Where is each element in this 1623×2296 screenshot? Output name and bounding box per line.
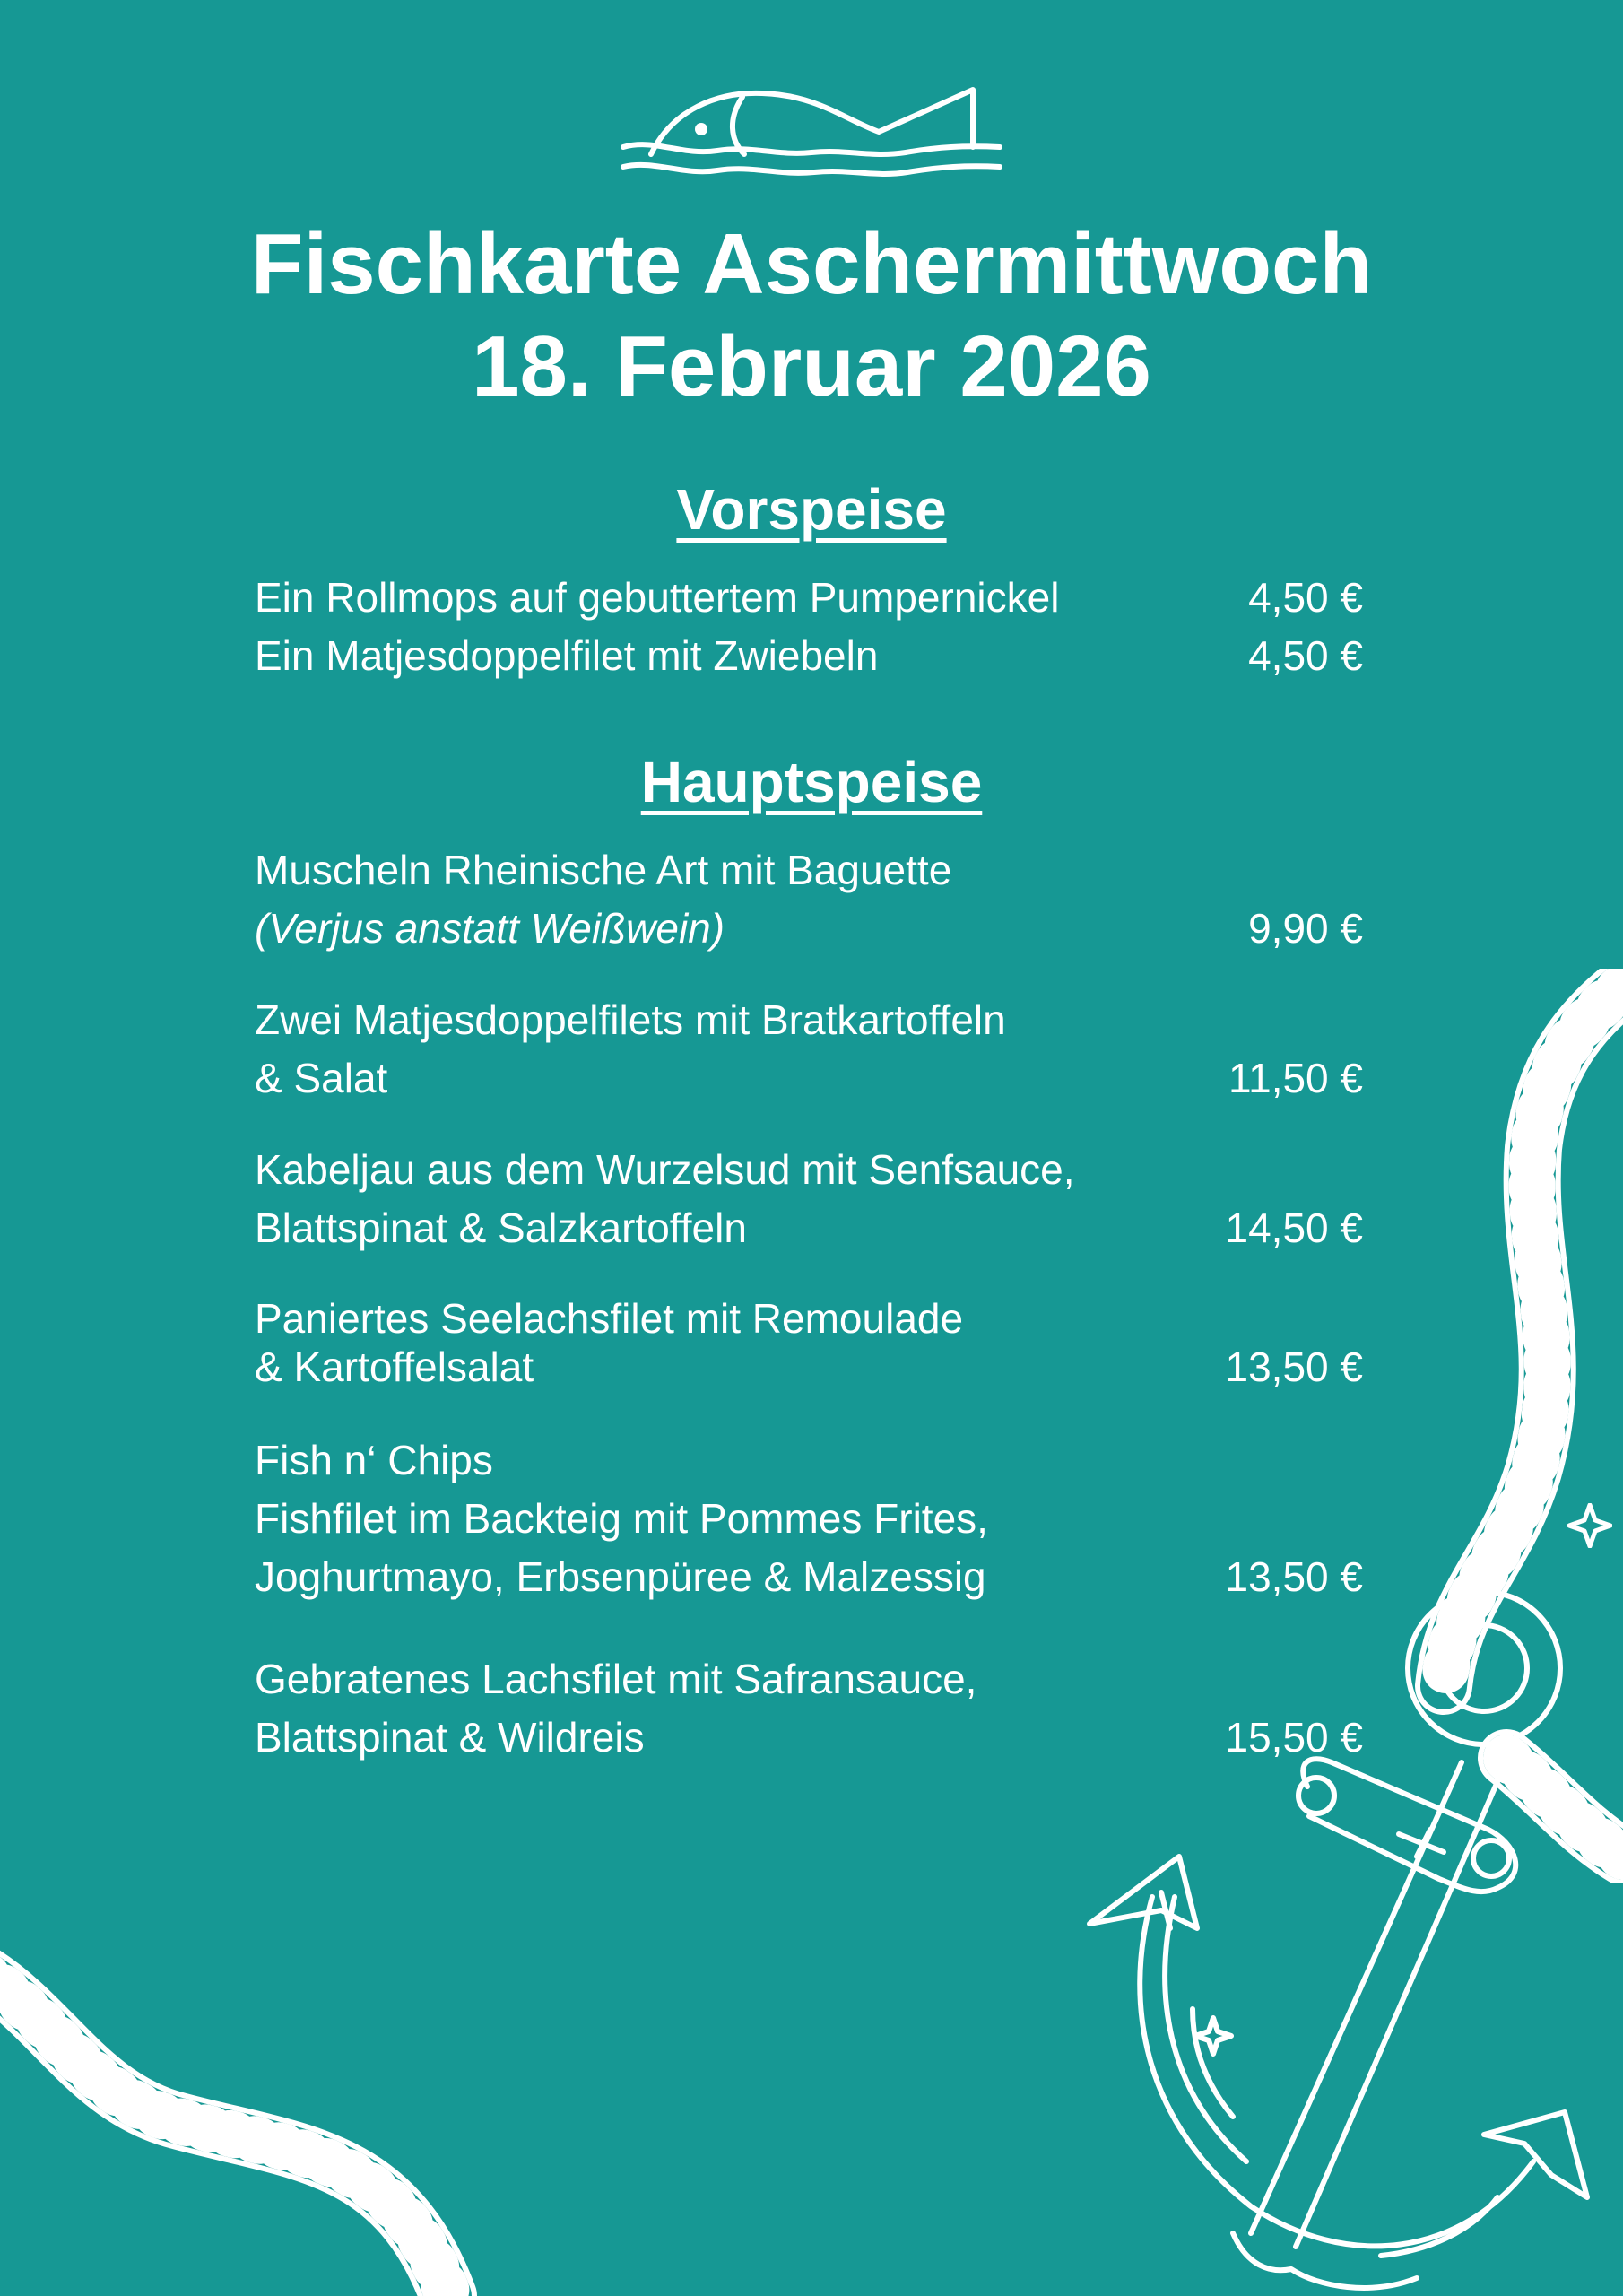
item-name-cont: Blattspinat & Wildreis bbox=[255, 1714, 645, 1761]
item-name: Paniertes Seelachsfilet mit Remoulade bbox=[255, 1295, 964, 1342]
item-name: Zwei Matjesdoppelfilets mit Bratkartoffeln bbox=[255, 996, 1006, 1043]
item-name: Kabeljau aus dem Wurzelsud mit Senfsauce, bbox=[255, 1146, 1075, 1193]
item-price: 4,50 € bbox=[1248, 632, 1363, 679]
item-price: 13,50 € bbox=[1225, 1553, 1363, 1600]
main-item bbox=[255, 991, 1367, 1108]
item-price: 11,50 € bbox=[1228, 1055, 1363, 1101]
item-price: 13,50 € bbox=[1225, 1344, 1363, 1390]
mains-heading: Hauptspeise bbox=[640, 750, 983, 814]
rope-icon bbox=[0, 1937, 484, 2296]
anchor-icon bbox=[1076, 1587, 1623, 2296]
item-description-cont: Joghurtmayo, Erbsenpüree & Malzessig bbox=[255, 1553, 986, 1600]
sparkle-icon bbox=[1567, 1503, 1612, 1548]
item-name: Muscheln Rheinische Art mit Baguette bbox=[255, 847, 952, 893]
starter-item bbox=[255, 569, 1367, 627]
item-name: Fish n‘ Chips bbox=[255, 1437, 493, 1483]
main-item bbox=[255, 841, 1367, 958]
starters-heading: Vorspeise bbox=[676, 477, 947, 542]
item-note: (Verjus anstatt Weißwein) bbox=[255, 905, 725, 952]
menu-date: 18. Februar 2026 bbox=[472, 318, 1151, 414]
item-price: 4,50 € bbox=[1248, 574, 1363, 621]
main-item bbox=[255, 1141, 1367, 1257]
item-description: Fishfilet im Backteig mit Pommes Frites, bbox=[255, 1495, 988, 1542]
item-name: Gebratenes Lachsfilet mit Safransauce, bbox=[255, 1656, 977, 1702]
fish-over-waves-icon bbox=[619, 83, 1004, 186]
item-name: Ein Matjesdoppelfilet mit Zwiebeln bbox=[255, 632, 879, 679]
item-price: 14,50 € bbox=[1225, 1205, 1363, 1251]
item-name-cont: & Kartoffelsalat bbox=[255, 1344, 534, 1390]
item-price: 15,50 € bbox=[1225, 1714, 1363, 1761]
item-name: Ein Rollmops auf gebuttertem Pumpernickel bbox=[255, 574, 1060, 621]
item-price: 9,90 € bbox=[1248, 905, 1363, 952]
item-name-cont: & Salat bbox=[255, 1055, 388, 1101]
starter-item bbox=[255, 627, 1367, 685]
menu-title bbox=[0, 213, 1623, 418]
item-name-cont: Blattspinat & Salzkartoffeln bbox=[255, 1205, 747, 1251]
main-item bbox=[255, 1294, 1367, 1391]
main-item bbox=[255, 1431, 1367, 1606]
menu-title-line-1: Fischkarte Aschermittwoch bbox=[250, 216, 1373, 312]
